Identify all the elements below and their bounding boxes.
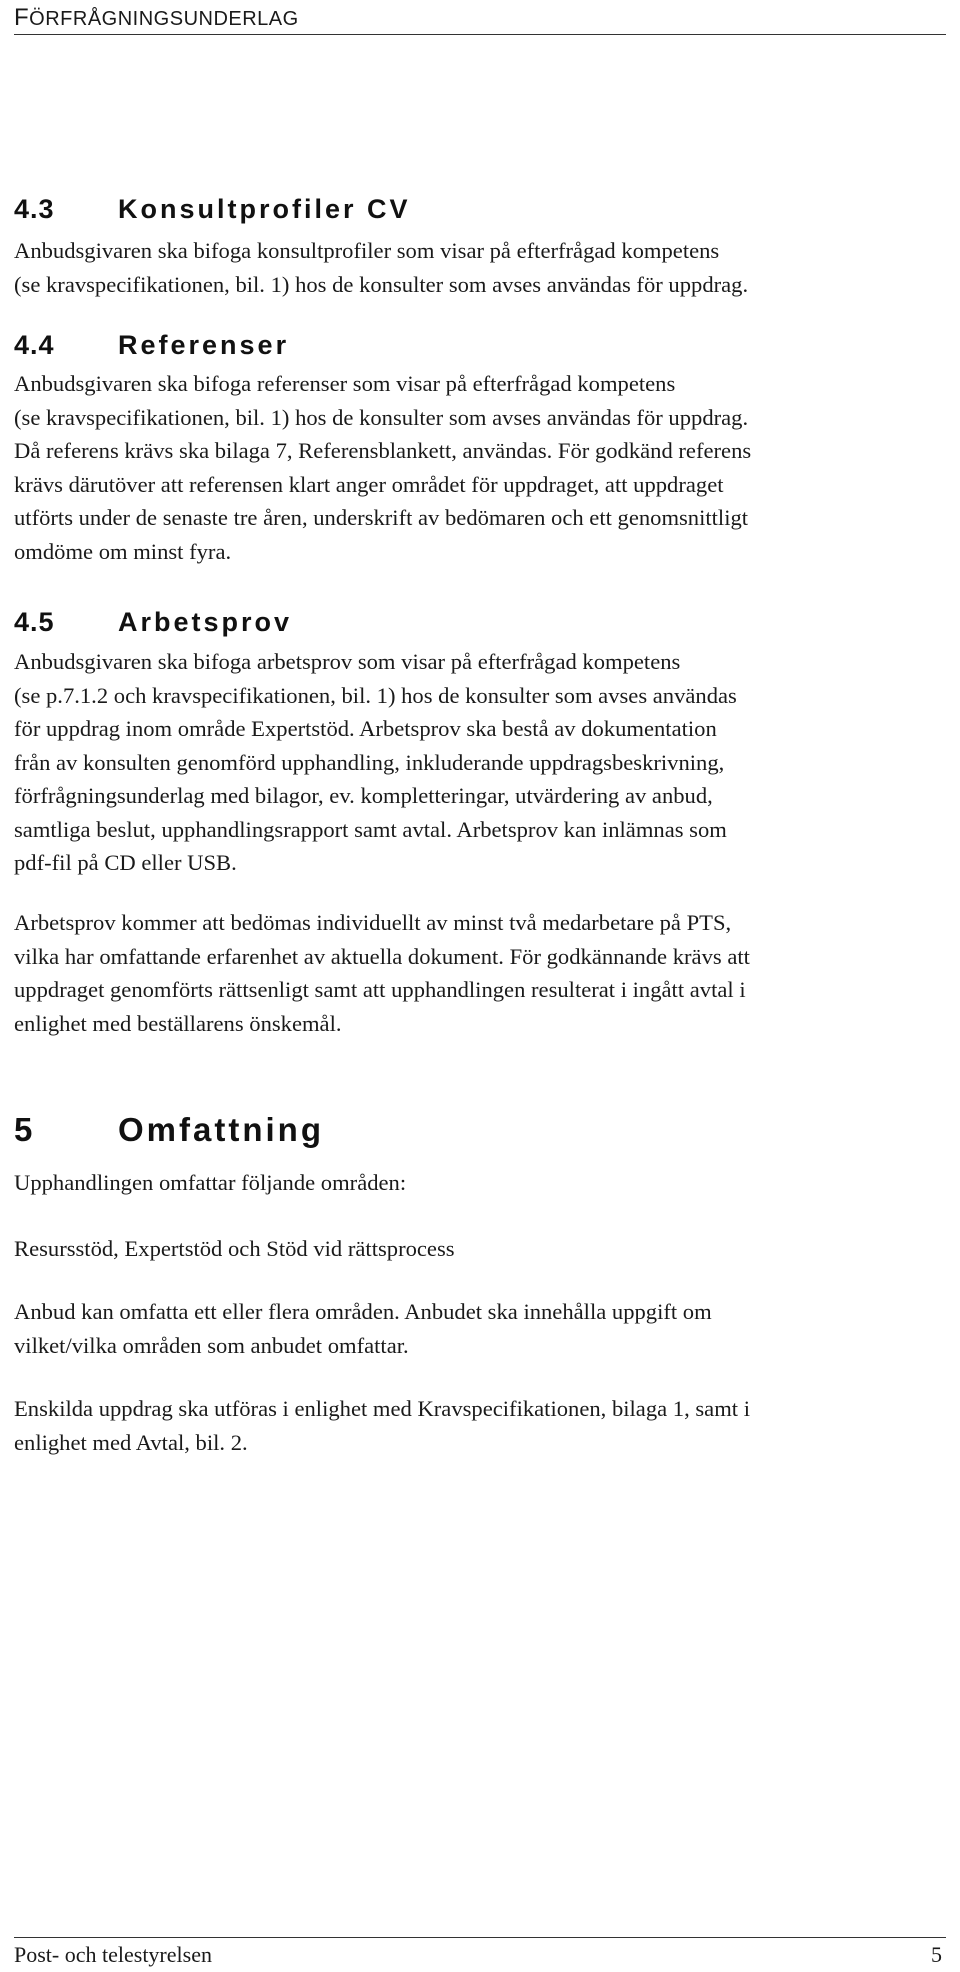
section-heading: [14, 192, 950, 226]
section-heading: [14, 328, 950, 362]
section-4-5: [14, 605, 950, 639]
text-line: uppdraget genomförts rättsenligt samt att upphandlingen resulterat i ingått avtal i: [14, 977, 746, 1002]
text-line: Anbudsgivaren ska bifoga konsultprofiler som visar på efterfrågad kompetens: [14, 238, 720, 263]
section-title: Konsultprofiler CV: [118, 194, 411, 224]
paragraph: [14, 1166, 950, 1200]
text-line: enlighet med Avtal, bil. 2.: [14, 1429, 248, 1455]
paragraph: [14, 906, 950, 1040]
header-title: ÖRFRÅGNINGSUNDERLAG: [29, 8, 299, 30]
text-line: Anbudsgivaren ska bifoga referenser som visar på efterfrågad kompetens: [14, 371, 676, 396]
text-line: utförts under de senaste tre åren, underskrift av bedömaren och ett genomsnittligt: [14, 505, 749, 530]
section-4-4-body: [14, 367, 950, 568]
text-line: Då referens krävs ska bilaga 7, Referensblankett, användas. För godkänd referens: [14, 438, 752, 463]
text-line: vilka har omfattande erfarenhet av aktuella dokument. För godkännande krävs att: [14, 943, 750, 969]
section-title: Referenser: [118, 330, 290, 360]
paragraph: [14, 1295, 950, 1362]
section-5: [14, 1110, 950, 1150]
text-line: samtliga beslut, upphandlingsrapport samt avtal. Arbetsprov kan inlämnas som: [14, 816, 727, 842]
paragraph: [14, 645, 950, 880]
text-line: omdöme om minst fyra.: [14, 538, 232, 564]
section-5-para-4: [14, 1392, 950, 1459]
section-number: 4.3: [14, 194, 55, 224]
paragraph: [14, 234, 950, 301]
section-number: 4.4: [14, 330, 55, 360]
text-line: vilket/vilka områden som anbudet omfattar.: [14, 1332, 409, 1358]
section-heading: [14, 1110, 950, 1150]
page-header: [14, 6, 946, 35]
section-number: 4.5: [14, 607, 55, 637]
section-4-4: [14, 328, 950, 362]
text-line: Anbudsgivaren ska bifoga arbetsprov som visar på efterfrågad kompetens: [14, 649, 681, 674]
text-line: Anbud kan omfatta ett eller flera områden. Anbudet ska innehålla uppgift om: [14, 1299, 712, 1324]
section-5-para-3: [14, 1295, 950, 1362]
section-5-intro: [14, 1166, 950, 1200]
text-line: Arbetsprov kommer att bedömas individuellt av minst två medarbetare på PTS,: [14, 910, 732, 935]
text-line: för uppdrag inom område Expertstöd. Arbetsprov ska bestå av dokumentation: [14, 716, 717, 741]
text-line: enlighet med beställarens önskemål.: [14, 1010, 342, 1036]
section-4-3: [14, 192, 950, 226]
footer-organization: Post- och telestyrelsen: [14, 1942, 212, 1967]
section-number: 5: [14, 1111, 34, 1148]
text-line: från av konsulten genomförd upphandling, inkluderande uppdragsbeskrivning,: [14, 749, 725, 775]
text-line: (se kravspecifikationen, bil. 1) hos de konsulter som avses användas för uppdrag.: [14, 271, 749, 297]
text-line: Resursstöd, Expertstöd och Stöd vid rättsprocess: [14, 1236, 455, 1261]
section-title: Arbetsprov: [118, 607, 293, 637]
text-line: (se p.7.1.2 och kravspecifikationen, bil. 1) hos de konsulter som avses användas: [14, 682, 737, 708]
text-line: Enskilda uppdrag ska utföras i enlighet med Kravspecifikationen, bilaga 1, samt i: [14, 1396, 750, 1421]
paragraph: [14, 1232, 950, 1266]
section-4-5-body-2: [14, 906, 950, 1040]
text-line: (se kravspecifikationen, bil. 1) hos de konsulter som avses användas för uppdrag.: [14, 404, 749, 430]
section-5-areas: [14, 1232, 950, 1266]
section-heading: [14, 605, 950, 639]
paragraph: [14, 367, 950, 568]
section-4-5-body: [14, 645, 950, 880]
page-number: 5: [931, 1942, 942, 1967]
text-line: pdf-fil på CD eller USB.: [14, 850, 237, 875]
page-footer: [14, 1937, 946, 1972]
text-line: krävs därutöver att referensen klart anger området för uppdraget, att uppdraget: [14, 471, 724, 497]
section-title: Omfattning: [118, 1111, 324, 1148]
paragraph: [14, 1392, 950, 1459]
text-line: Upphandlingen omfattar följande områden:: [14, 1170, 407, 1195]
section-4-3-body: [14, 234, 950, 301]
header-title-initial: F: [14, 4, 30, 31]
text-line: förfrågningsunderlag med bilagor, ev. kompletteringar, utvärdering av anbud,: [14, 783, 713, 808]
